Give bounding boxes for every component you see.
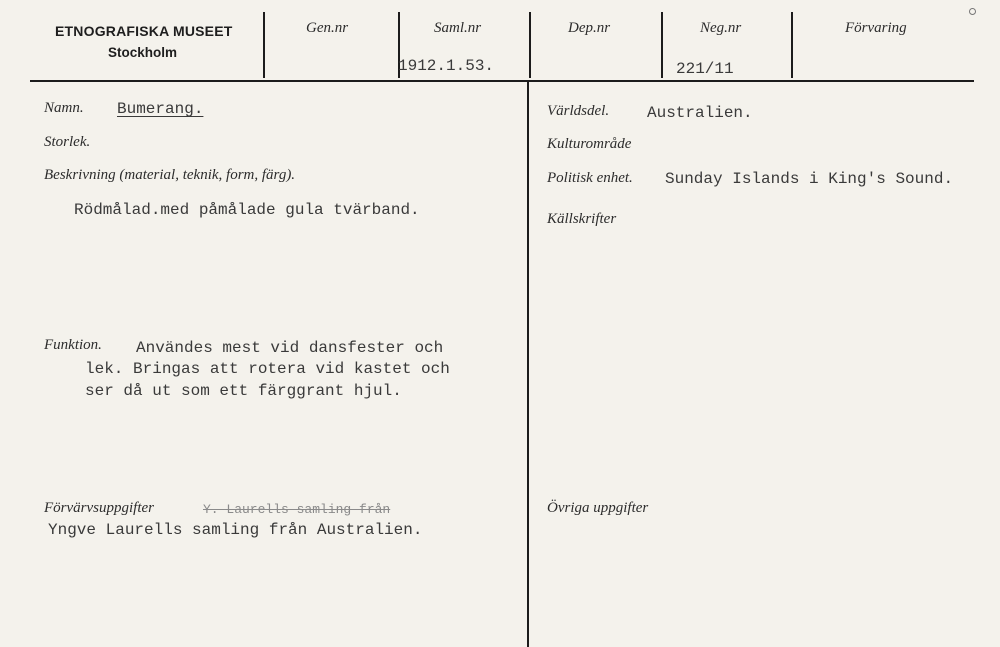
funktion-label: Funktion. (44, 337, 102, 353)
namn-value: Bumerang. (117, 100, 204, 118)
column-divider-neg (661, 12, 663, 78)
funktion-line-3: ser då ut som ett färggrant hjul. (85, 382, 402, 400)
forvarv-struck-text: Y. Laurells samling från (203, 502, 391, 517)
column-divider-gen (263, 12, 265, 78)
column-divider-forvaring (791, 12, 793, 78)
varldsdel-label: Världsdel. (547, 103, 610, 119)
kulturomrade-label: Kulturområde (547, 136, 632, 152)
forvarv-label: Förvärvsuppgifter (44, 500, 154, 516)
saml-nr-label: Saml.nr (434, 20, 482, 36)
beskrivning-label: Beskrivning (material, teknik, form, färg). (44, 167, 296, 183)
column-divider-dep (529, 12, 531, 78)
museum-name: ETNOGRAFISKA MUSEET (55, 23, 233, 39)
kallskrifter-label: Källskrifter (547, 211, 617, 227)
beskrivning-value: Rödmålad.med påmålade gula tvärband. (74, 201, 420, 219)
museum-city: Stockholm (108, 45, 178, 60)
header-divider (30, 80, 974, 82)
funktion-line-1: Användes mest vid dansfester och (136, 339, 444, 357)
storlek-label: Storlek. (44, 134, 91, 150)
forvaring-label: Förvaring (845, 20, 907, 36)
gen-nr-label: Gen.nr (306, 20, 349, 36)
ovriga-uppgifter-label: Övriga uppgifter (547, 500, 649, 516)
varldsdel-value: Australien. (647, 104, 753, 122)
dep-nr-label: Dep.nr (568, 20, 611, 36)
forvarv-value: Yngve Laurells samling från Australien. (48, 521, 423, 539)
body-center-divider (527, 82, 529, 647)
politisk-enhet-value: Sunday Islands i King's Sound. (665, 170, 954, 188)
saml-nr-value: 1912.1.53. (398, 57, 495, 75)
namn-label: Namn. (44, 100, 84, 116)
politisk-enhet-label: Politisk enhet. (547, 170, 633, 186)
funktion-line-2: lek. Bringas att rotera vid kastet och (85, 360, 450, 378)
neg-nr-value: 221/11 (676, 60, 734, 78)
corner-mark (969, 8, 976, 15)
neg-nr-label: Neg.nr (700, 20, 742, 36)
